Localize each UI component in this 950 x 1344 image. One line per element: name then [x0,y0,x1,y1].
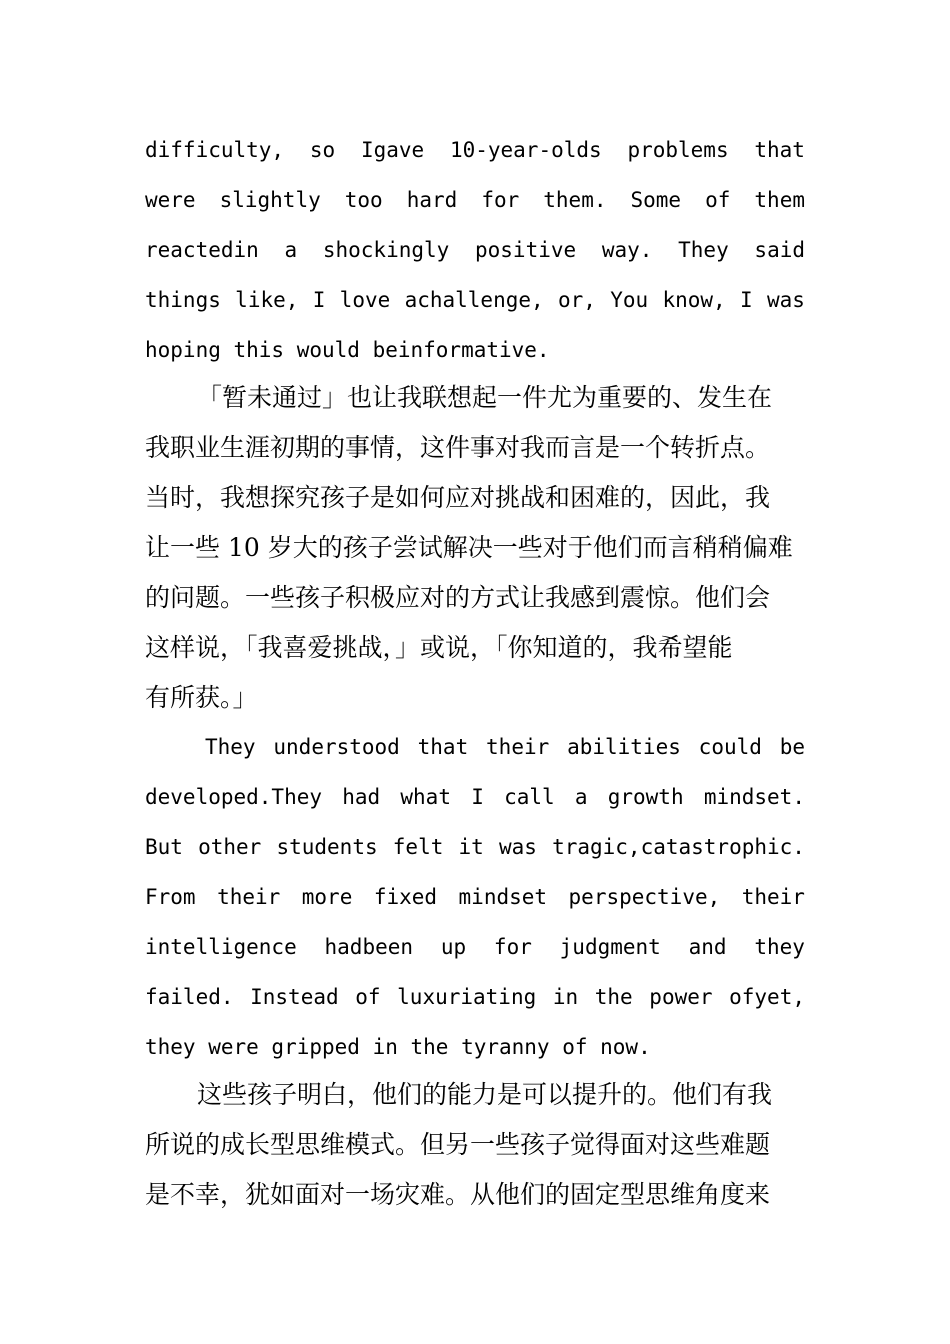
text-line: They understood that their abilities could be [205,735,805,759]
text-line: intelligence hadbeen up for judgment and they [145,935,805,959]
text-line: 的问题。一些孩子积极应对的方式让我感到震惊。他们会 [145,583,771,612]
text-line: failed. Instead of luxuriating in the power ofyet, [145,985,805,1009]
text-line: reactedin a shockingly positive way. They said [145,238,805,262]
text-line: 所说的成长型思维模式。但另一些孩子觉得面对这些难题 [145,1130,771,1159]
text-line: 有所获。」 [145,683,258,712]
text-line: 这些孩子明白，他们的能力是可以提升的。他们有我 [197,1080,773,1109]
text-line: developed.They had what I call a growth mindset. [145,785,805,809]
text-line: were slightly too hard for them. Some of them [145,188,805,212]
text-line: 这样说，「我喜爱挑战，」或说，「你知道的，我希望能 [145,633,733,662]
text-line: 当时，我想探究孩子是如何应对挑战和困难的，因此，我 [145,483,771,512]
text-line: 我职业生涯初期的事情，这件事对我而言是一个转折点。 [145,433,771,462]
text-line: 「暂未通过」也让我联想起一件尤为重要的、发生在 [197,383,773,412]
text-line: difficulty, so Igave 10-year-olds problems that [145,138,805,162]
text-line: But other students felt it was tragic,catastrophic. [145,835,805,859]
text-line: 让一些 10 岁大的孩子尝试解决一些对于他们而言稍稍偏难 [145,533,793,562]
text-line: From their more fixed mindset perspective, their [145,885,805,909]
text-line: hoping this would beinformative. [145,338,550,362]
text-line: things like, I love achallenge, or, You know, I was [145,288,805,312]
text-line: they were gripped in the tyranny of now. [145,1035,651,1059]
text-line: 是不幸，犹如面对一场灾难。从他们的固定型思维角度来 [145,1180,771,1209]
